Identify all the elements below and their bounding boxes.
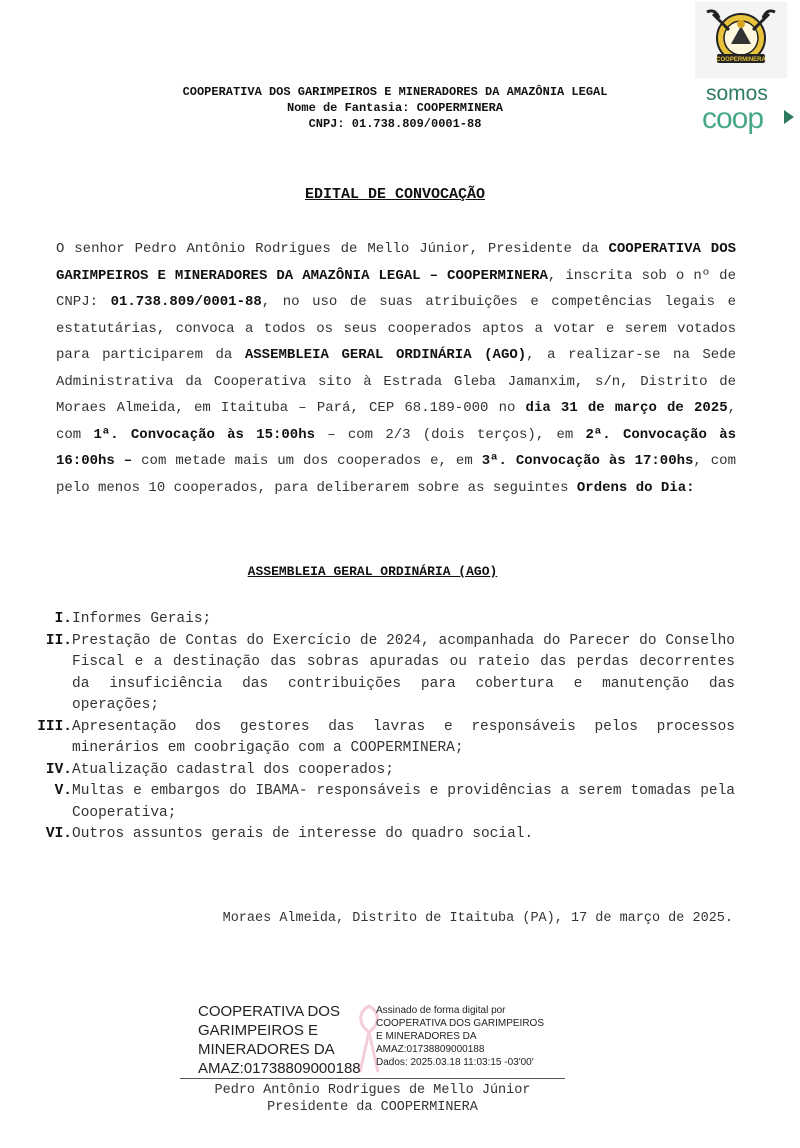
- signature-details: [376, 1004, 566, 1069]
- agenda-text: Multas e embargos do IBAMA- responsáveis e providências a serem tomadas pela Cooperativa;: [72, 783, 735, 821]
- body-text-6: – com 2/3 (dois terços), em: [315, 426, 586, 443]
- signer-role: Presidente da COOPERMINERA: [267, 1100, 478, 1115]
- signature-date: Dados: 2025.03.18 11:03:15 -03'00': [376, 1057, 534, 1068]
- body-bold-1: COOPERATIVA DOS GARIMPEIROS E MINERADORES DA AMAZÔNIA LEGAL – COOPERMINERA: [56, 241, 737, 284]
- body-text-7: com metade mais um dos cooperados e, em: [132, 453, 482, 469]
- header-org-name: COOPERATIVA DOS GARIMPEIROS E MINERADORES DA AMAZÔNIA LEGAL: [182, 85, 608, 99]
- agenda-text: Prestação de Contas do Exercício de 2024, acompanhada do Parecer do Conselho Fiscal e a destinação das sobras apuradas ou rateio das perdas decorrentes da insuficiência das contribuições para cobertura e manutenção das operações;: [72, 632, 735, 713]
- place-and-date: Moraes Almeida, Distrito de Itaituba (PA), 17 de março de 2025.: [222, 911, 733, 926]
- signer-block: [0, 1082, 745, 1116]
- agenda-number: VI.: [45, 826, 72, 842]
- body-text-5: , com: [56, 400, 736, 443]
- signature-entity-name: COOPERATIVA DOS GARIMPEIROS E MINERADORES DA AMAZ:01738809000188: [198, 1003, 361, 1077]
- convocation-paragraph: [56, 236, 736, 501]
- agenda-number: V.: [54, 783, 72, 799]
- document-title: EDITAL DE CONVOCAÇÃO: [304, 186, 486, 203]
- somos-text: somos: [706, 82, 768, 105]
- header-trade-name: Nome de Fantasia: COOPERMINERA: [286, 101, 504, 115]
- coop-text: coop: [702, 102, 764, 135]
- body-bold-2: 01.738.809/0001-88: [110, 294, 262, 310]
- body-bold-3: ASSEMBLEIA GERAL ORDINÁRIA (AGO): [244, 347, 527, 363]
- digital-signature: [198, 1002, 558, 1076]
- agenda-number: II.: [45, 632, 72, 649]
- signature-line: COOPERATIVA DOS GARIMPEIROS: [376, 1018, 544, 1029]
- body-bold-5: 1ª. Convocação às 15:00hs: [93, 426, 315, 443]
- agenda-text: Atualização cadastral dos cooperados;: [72, 761, 394, 778]
- agenda-title: ASSEMBLEIA GERAL ORDINÁRIA (AGO): [247, 564, 498, 579]
- agenda-item: [0, 824, 735, 846]
- header-cnpj: CNPJ: 01.738.809/0001-88: [308, 117, 482, 131]
- body-bold-4: dia 31 de março de 2025: [525, 400, 728, 416]
- signature-line: Assinado de forma digital por: [376, 1005, 506, 1016]
- agenda-item: [0, 631, 735, 717]
- agenda-text: Outros assuntos gerais de interesse do quadro social.: [72, 826, 534, 842]
- agenda-list: [0, 609, 735, 846]
- body-bold-7: 3ª. Convocação às 17:00hs: [481, 453, 694, 469]
- coopermina-logo: [695, 2, 787, 78]
- signature-rule: [180, 1078, 565, 1079]
- body-text-1: O senhor Pedro Antônio Rodrigues de Mello Júnior, Presidente da: [56, 241, 609, 257]
- agenda-text: Apresentação dos gestores das lavras e responsáveis pelos processos minerários em coobrigação com a COOPERMINERA;: [72, 718, 735, 756]
- agenda-text: Informes Gerais;: [72, 611, 212, 627]
- coopermina-logo-text: COOPERMINERA: [716, 57, 766, 63]
- body-bold-6: 2ª. Convocação às 16:00hs –: [56, 426, 736, 469]
- agenda-item: [0, 781, 735, 824]
- signer-name: Pedro Antônio Rodrigues de Mello Júnior: [214, 1083, 531, 1098]
- document-header: [0, 84, 790, 132]
- agenda-item: [0, 760, 735, 782]
- body-text-3: , no uso de suas atribuições e competências legais e estatutárias, convoca a todos os seus cooperados aptos a votar e serem votados para participarem da: [56, 294, 736, 363]
- agenda-item: [0, 717, 735, 760]
- body-text-4: , a realizar-se na Sede Administrativa da Cooperativa sito à Estrada Gleba Jamanxim, s/n, Distrito de Moraes Almeida, em Itaituba – Pará, CEP 68.189-000 no: [56, 347, 736, 416]
- body-bold-8: Ordens do Dia:: [576, 479, 695, 496]
- signature-line: AMAZ:01738809000188: [376, 1044, 485, 1055]
- agenda-number: IV.: [45, 761, 72, 778]
- signature-line: E MINERADORES DA: [376, 1031, 477, 1042]
- agenda-item: [0, 609, 735, 631]
- agenda-number: III.: [37, 718, 72, 735]
- body-text-2: , inscrita sob o nº de CNPJ:: [56, 267, 736, 310]
- body-text-8: , com pelo menos 10 cooperados, para deliberarem sobre as seguintes: [56, 453, 736, 496]
- agenda-number: I.: [54, 611, 72, 627]
